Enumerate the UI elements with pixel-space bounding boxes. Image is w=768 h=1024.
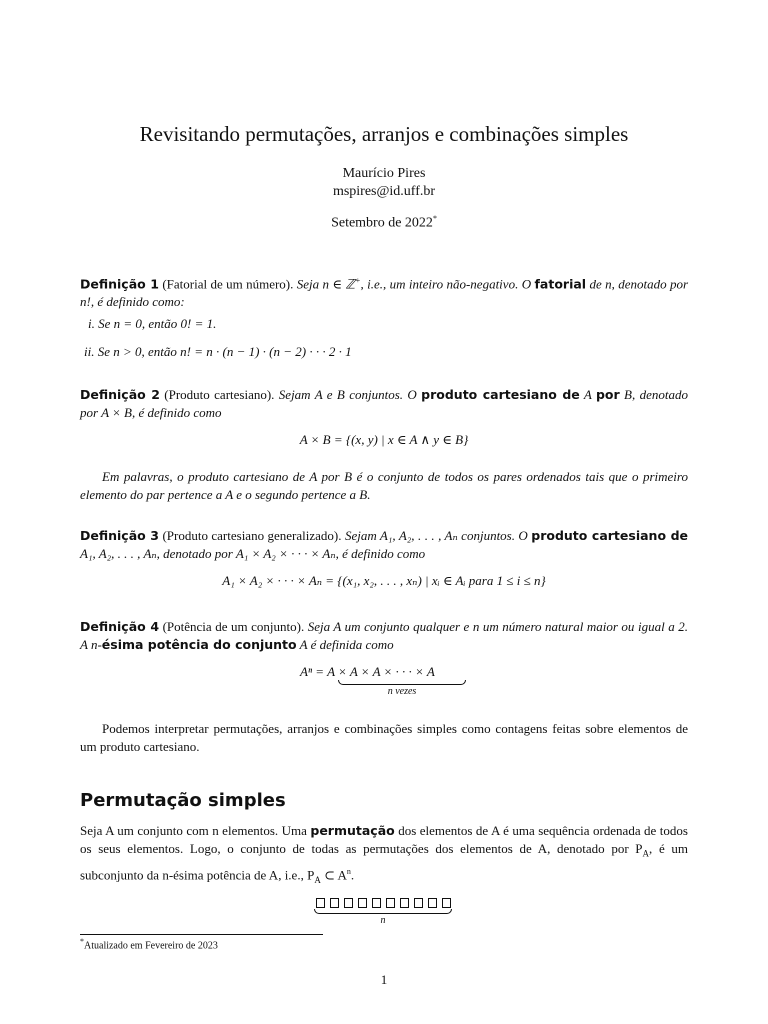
section-text-c: , é um subconjunto da n-ésima potência de A, i.e., P [80,841,688,882]
author-email: mspires@id.uff.br [332,184,436,199]
definition-3-equation: A₁ × A₂ × · · · × Aₙ = {(x₁, x₂, . . . , xₙ) | xᵢ ∈ Aᵢ para 1 ≤ i ≤ n} [222,573,546,588]
date-footnote-mark: * [432,214,437,223]
permutation-underbrace [314,909,452,914]
section-sup: n [346,866,351,876]
definition-1-label: Definição 1 [80,276,159,292]
definition-4-text-a: Seja A um conjunto qualquer e n um número natural maior ou igual a 2. A n- [80,619,688,652]
definition-4-eq-under: n vezes [387,686,417,697]
definition-1 [80,272,688,311]
section-bold: permutação [310,823,395,838]
definition-4-bold: ésima potência do conjunto [101,637,297,652]
definition-4-text-b: A é definida como [296,637,394,652]
definition-3-name: (Produto cartesiano generalizado). [162,528,342,543]
section-heading: Permutação simples [80,790,286,811]
section-sub2: A [314,874,321,885]
definition-3-text-b: A₁, A₂, . . . , Aₙ, denotado por A₁ × A₂ × · · · × Aₙ, é definido como [80,546,426,561]
permutation-box [358,898,367,908]
permutation-box [400,898,409,908]
definition-1-bold: fatorial [534,276,587,292]
permutation-box [372,898,381,908]
footnote-mark: * [80,937,84,946]
permutation-box [330,898,339,908]
definition-4-eq-left: Aⁿ = [300,664,328,679]
definition-2 [80,386,688,422]
definition-3-text-a: Sejam A₁, A₂, . . . , Aₙ conjuntos. O [344,528,532,543]
definition-1-item-2: ii. Se n > 0, então n! = n · (n − 1) · (n − 2) · · · 2 · 1 [84,344,352,359]
footnote-rule [80,934,323,935]
definition-3-bold: produto cartesiano de [531,528,688,543]
author-name: Maurício Pires [342,166,426,181]
permutation-box [428,898,437,908]
definition-2-bold: produto cartesiano de [421,387,580,402]
definition-1-item-1: i. Se n = 0, então 0! = 1. [88,316,217,331]
permutation-under-label: n [380,915,386,926]
document-title: Revisitando permutações, arranjos e combinações simples [139,122,629,146]
date-text: Setembro de 2022 [331,215,433,231]
definition-2-text-b: A [579,387,596,402]
section-text-b: dos elementos de A é uma sequência ordenada de todos os seus elementos. Logo, o conjunto de todas as permutações dos elementos de A, denotado por P [80,823,688,856]
section-sub: A [642,848,650,859]
definition-4 [80,618,688,654]
definition-2-equation: A × B = {(x, y) | x ∈ A ∧ y ∈ B} [299,432,469,447]
definition-2-bold2: por [595,387,620,402]
definition-4-equation [300,664,435,680]
permutation-box [442,898,451,908]
section-text-d: ⊂ A [320,866,347,882]
definition-2-label: Definição 2 [80,387,160,402]
intro-paragraph: Podemos interpretar permutações, arranjos e combinações simples como contagens feitas sobre elementos de um produto cartesiano. [80,721,688,754]
definition-1-name: (Fatorial de um número). [162,276,294,292]
definition-2-remark: Em palavras, o produto cartesiano de A por B é o conjunto de todos os pares ordenados tais que o primeiro elemento do par pertence a A e o segundo pertence a B. [80,469,688,502]
footnote-text: Atualizado em Fevereiro de 2023 [84,940,218,952]
definition-2-text-c: B, denotado por A × B, é definido como [80,387,688,420]
permutation-boxes [316,898,451,908]
permutation-box [386,898,395,908]
definition-1-text-b: , i.e., um inteiro não-negativo. O [360,276,535,292]
definition-2-text-a: Sejam A e B conjuntos. O [278,387,422,402]
document-date [0,214,768,232]
footnote [80,937,218,951]
section-paragraph [80,822,688,889]
definition-4-eq-right: A × A × A × · · · × A [327,664,435,679]
section-text-a: Seja A um conjunto com n elementos. Uma [80,823,311,838]
page-number: 1 [380,972,388,987]
definition-4-name: (Potência de um conjunto). [162,619,305,634]
permutation-box [414,898,423,908]
definition-3-label: Definição 3 [80,528,159,543]
definition-4-label: Definição 4 [80,619,160,634]
definition-1-sup: + [355,276,361,285]
definition-1-text-c: de n, denotado por n!, é definido como: [80,276,689,310]
permutation-box [316,898,325,908]
definition-1-text-a: Seja n ∈ ℤ [296,276,356,292]
definition-4-underbrace [338,680,466,685]
permutation-box [344,898,353,908]
section-text-e: . [350,866,355,882]
definition-3 [80,527,688,563]
definition-2-name: (Produto cartesiano). [164,387,275,402]
